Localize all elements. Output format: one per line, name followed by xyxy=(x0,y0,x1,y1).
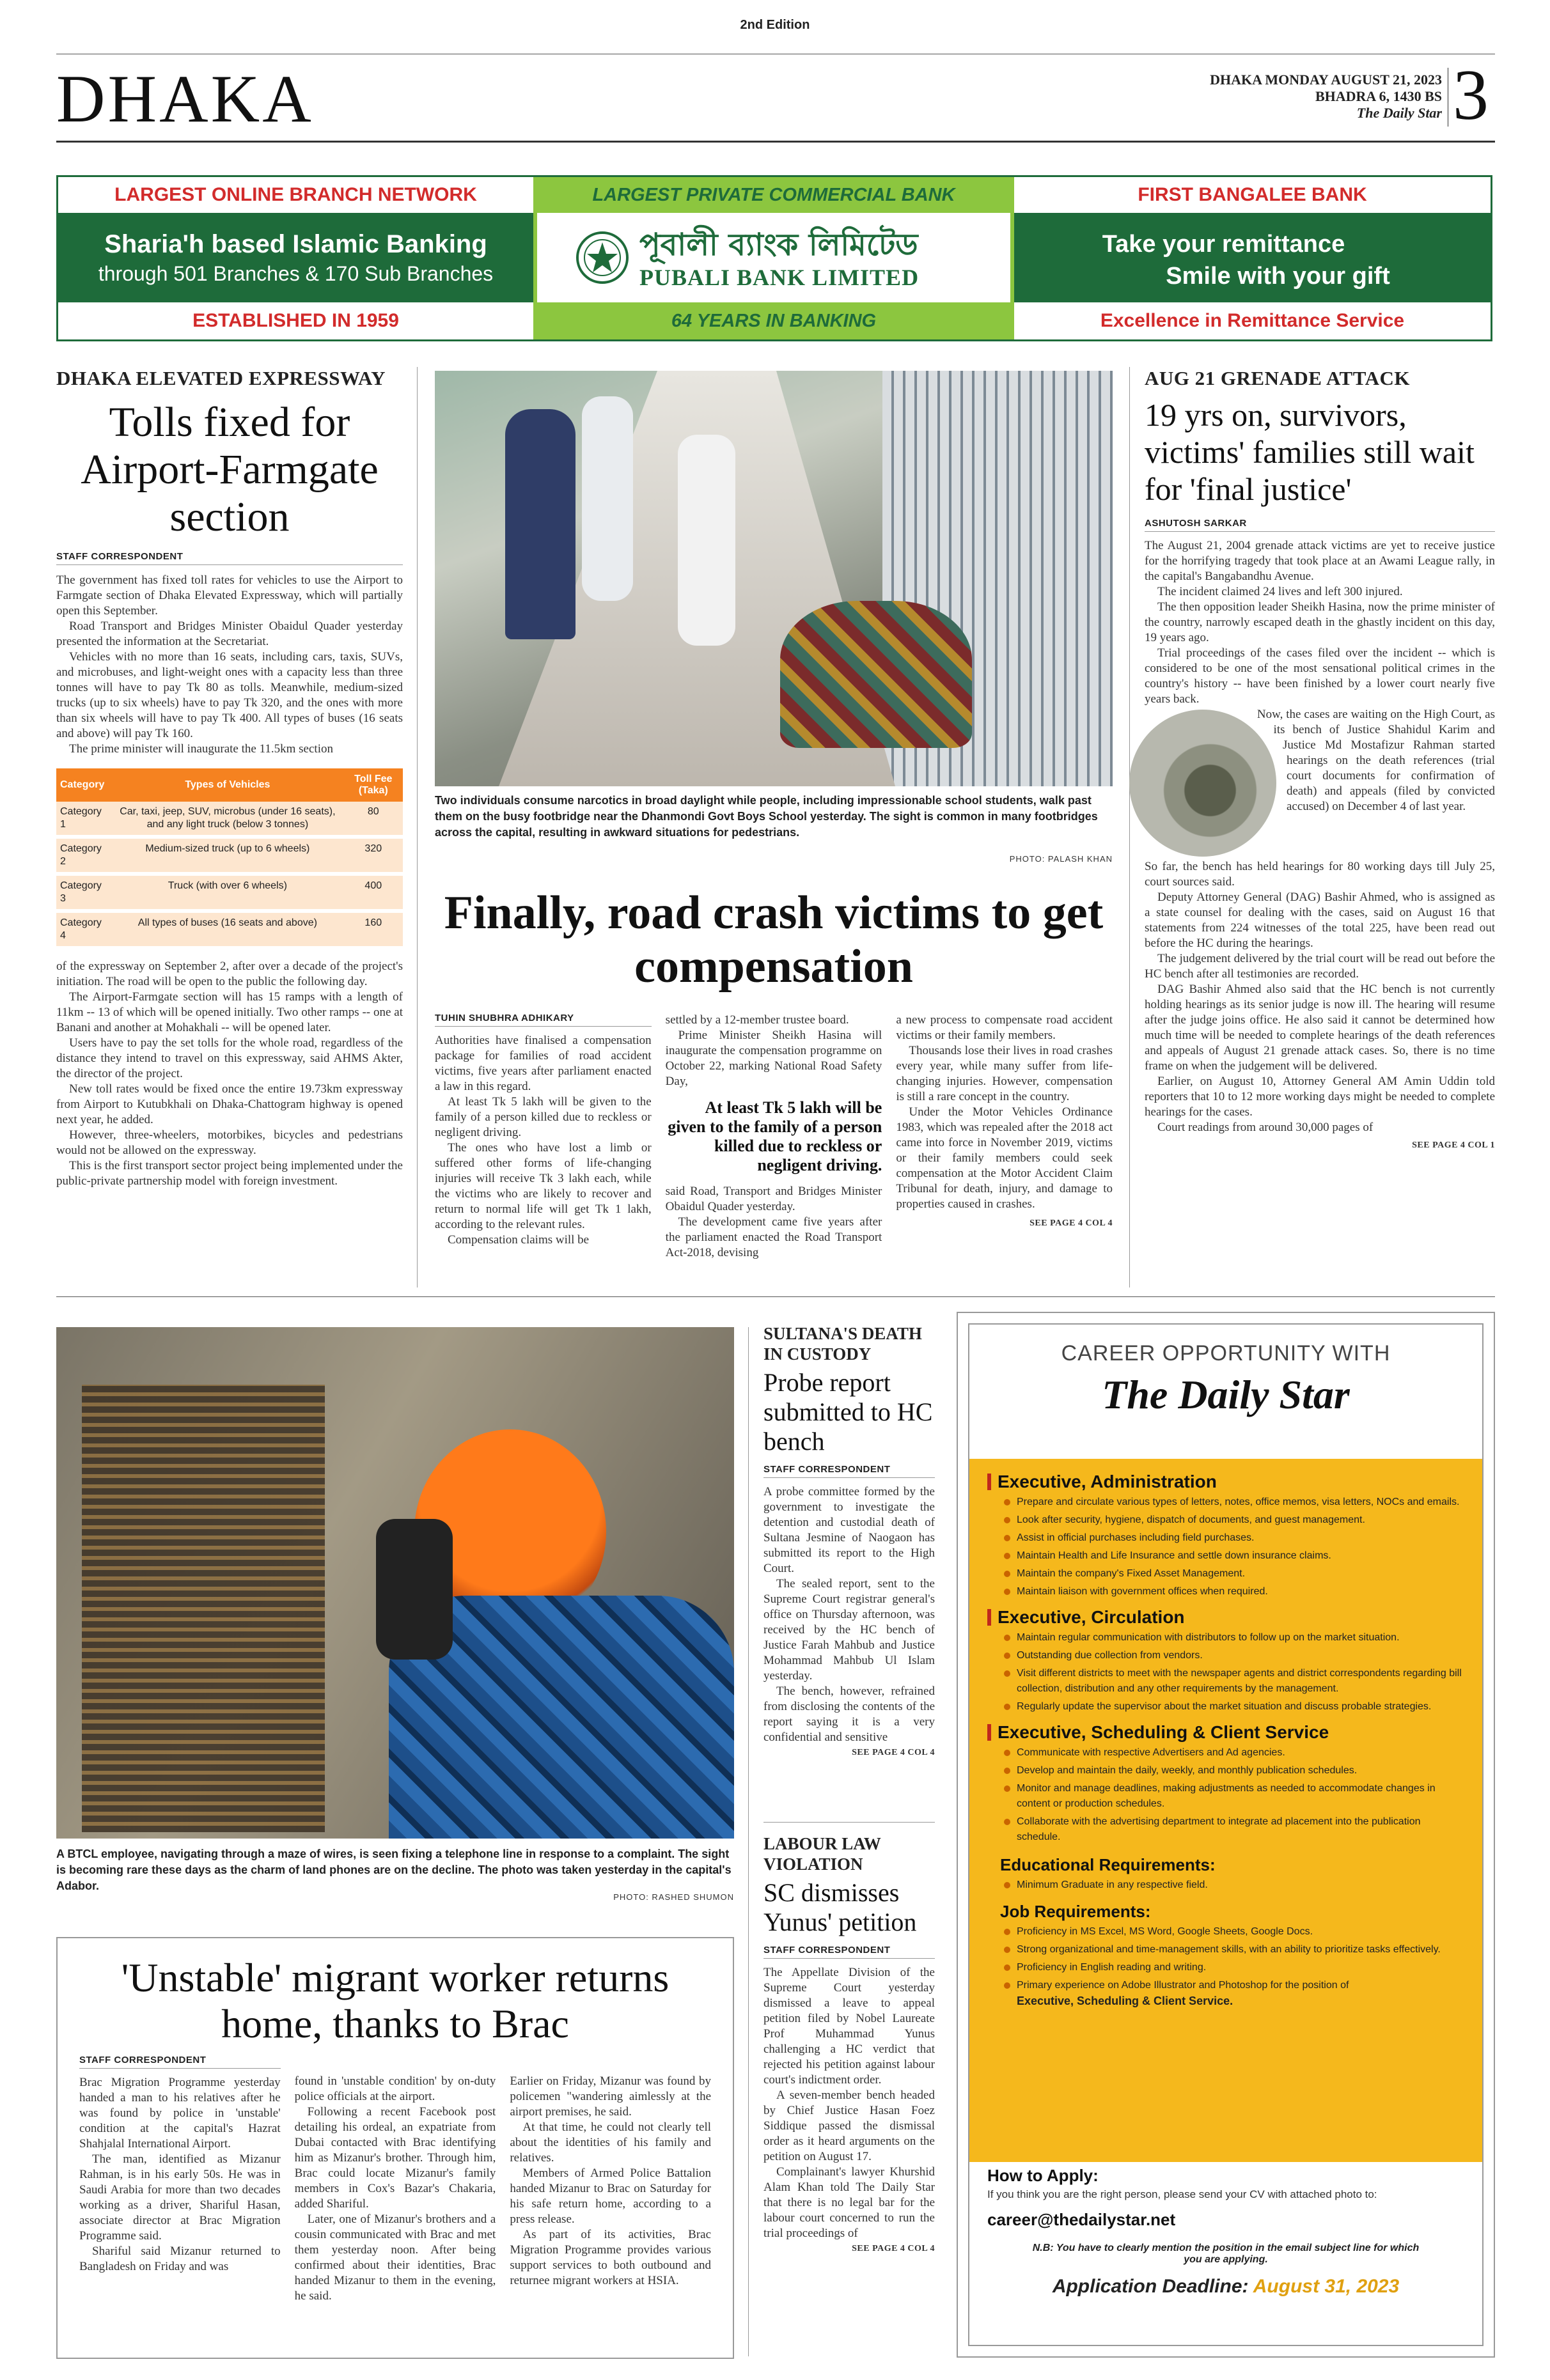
yunus-article: LABOUR LAW VIOLATION SC dismisses Yunus' petition STAFF CORRESPONDENT The Appellate Division of the Supreme Court yesterday dismissed a leave to appeal petition filed by Nobel Laureate Prof Muhammad Yunus challenging a HC verdict that rejected his petition against labour court's indictment order. A seven-member bench headed by Chief Justice Hasan Foez Siddique passed the dismissal order as it heard arguments on the petition on August 17. Complainant's lawyer Khurshid Alam Khan told The Daily Star that there is no legal bar for the labour court concerned to run the trial proceedings of SEE PAGE 4 COL 4 xyxy=(763,1833,935,2257)
toll-col-fee: Toll Fee (Taka) xyxy=(344,768,403,802)
apply-text: If you think you are the right person, please send your CV with attached photo to: xyxy=(987,2188,1377,2200)
sultana-byline: STAFF CORRESPONDENT xyxy=(763,1464,935,1478)
table-row: Category 1 Car, taxi, jeep, SUV, microbus (under 16 seats), and any light truck (below 3 tonnes) 80 xyxy=(56,802,403,837)
ad-bottom-left: ESTABLISHED IN 1959 xyxy=(192,310,399,331)
bank-name-bengali: পূবালী ব্যাংক লিমিটেড xyxy=(639,227,918,263)
career-section-heading: Executive, Circulation xyxy=(987,1607,1464,1628)
yunus-kicker: LABOUR LAW VIOLATION xyxy=(763,1834,881,1874)
bank-logo-icon xyxy=(575,231,629,284)
grenade-byline: ASHUTOSH SARKAR xyxy=(1145,518,1495,532)
sultana-see-page: SEE PAGE 4 COL 4 xyxy=(852,1748,935,1757)
tolls-byline: STAFF CORRESPONDENT xyxy=(56,551,403,565)
compensation-article: TUHIN SHUBHRA ADHIKARY Authorities have finalised a compensation package for families of road accident victims, five years after parliament enacted a law in this regard. At least Tk 5 lakh will be given to the family of a person killed due to reckless or negligent driving. The ones who have lost a limb or suffered other forms of life-changing injuries will receive Tk 3 lakh each, while the victims who are likely to recover and return to normal life will get Tk 1 lakh, according to the relevant rules. Compensation claims will be settled by a 12-member trustee board. Prime Minister Sheikh Hasina will inaugurate the compensation programme on October 22, marking National Road Safety Day, At least Tk 5 lakh will be given to the family of a person killed due to reckless or negligent driving. said Road, Transport and Bridges Minister Obaidul Quader yesterday. The development came five years after the parliament enacted the Road Transport Act-2018, devising a new process to compensate road accident victims or their family members. Thousands lose their lives in road crashes every year, while many suffer from life-changing injuries. However, compensation is still a rare concept in the country. Under the Motor Vehicles Ordinance 1983, which was repealed after the 2018 act came into force in November 2019, victims or their family members could seek compensation at the Motor Accident Claim Tribunal for death, injury, and damage to properties caused in crashes. SEE PAGE 4 COL 4 xyxy=(435,1013,1113,1259)
career-title: CAREER OPPORTUNITY WITH xyxy=(1061,1341,1391,1365)
career-section-heading: Executive, Scheduling & Client Service xyxy=(987,1722,1464,1743)
table-row: Category 2 Medium-sized truck (up to 6 wheels) 320 xyxy=(56,837,403,874)
career-section-heading: Executive, Administration xyxy=(987,1472,1464,1492)
sultana-kicker: SULTANA'S DEATH IN CUSTODY xyxy=(763,1324,922,1364)
ad-logo-panel xyxy=(533,213,1014,302)
ad-bottom-right: Excellence in Remittance Service xyxy=(1100,310,1405,331)
grenade-photo[interactable] xyxy=(1129,710,1276,857)
page-number: 3 xyxy=(1453,56,1489,135)
apply-heading: How to Apply: xyxy=(987,2166,1099,2185)
career-list: Prepare and circulate various types of letters, notes, office memos, visa letters, NOCs and emails. Look after security, hygiene, dispatch of documents, and guest management. Assist in official purchases including field purchases. Maintain Health and Life Insurance and settle down insurance claims. Maintain the company's Fixed Asset Management. Maintain liaison with government offices when required. xyxy=(1003,1495,1464,1599)
job-req-list: Proficiency in MS Excel, MS Word, Google Sheets, Google Docs. Strong organizational and time-management skills, with an ability to prioritize tasks effectively. Proficiency in English reading and writing. Primary experience on Adobe Illustrator and Photoshop for the position of Executive, Scheduling & Client Service. xyxy=(1003,1924,1464,2010)
tolls-body-bottom: of the expressway on September 2, after over a decade of the project's initiation. The road will be open to the public the following day. The Airport-Farmgate section will has 15 ramps with a length of 11km -- 13 of which will be opened initially. Two other ramps -- one at Banani and another at Mohakhali -- will be opened later. Users have to pay the set tolls for the whole road, regardless of the distance they intend to travel on this expressway, said AHMS Akter, the director of the project. New toll rates would be fixed once the entire 19.73km expressway from Airport to Kutubkhali on Dhaka-Chattogram highway is opened next year, he added. However, three-wheelers, motorbikes, bicycles and pedestrians would not be allowed on the expressway. This is the first transport sector project being implemented under the public-private partnership model with foreign investment. xyxy=(56,960,403,1188)
career-ad[interactable] xyxy=(957,1312,1495,2358)
compensation-headline: Finally, road crash victims to get compensation xyxy=(444,887,1104,993)
yunus-byline: STAFF CORRESPONDENT xyxy=(763,1945,935,1959)
career-list: Maintain regular communication with distributors to follow up on the market situation. Outstanding due collection from vendors. Visit different districts to meet with the newspaper agents and district correspondents regarding bill collection, distribution and any other requirements by the management. Regularly update the supervisor about the market situation and discuss probable strategies. xyxy=(1003,1630,1464,1715)
tolls-body-top: The government has fixed toll rates for vehicles to use the Airport to Farmgate section of Dhaka Elevated Expressway, which will partially open this September. Road Transport and Bridges Minister Obaidul Quader yesterday presented the information at the Secretariat. Vehicles with no more than 16 seats, including cars, taxis, SUVs, and microbuses, and light-weight ones with a capacity less than three tonnes will have to pay Tk 80 as tolls. Meanwhile, medium-sized trucks (up to six wheels) have to pay Tk 320, and the ones with more than six wheels will have to pay Tk 400. All types of buses (16 seats and above) will pay Tk 160. The prime minister will inaugurate the 11.5km section xyxy=(56,573,403,756)
ad-bottom-mid: 64 YEARS IN BANKING xyxy=(533,302,1014,339)
yunus-see-page: SEE PAGE 4 COL 4 xyxy=(852,2244,935,2253)
pubali-bank-ad[interactable] xyxy=(56,175,1492,341)
btcl-photo[interactable] xyxy=(56,1327,734,1839)
edition-label: 2nd Edition xyxy=(740,18,810,32)
career-yellow-panel xyxy=(969,1459,1482,2162)
ad-right-copy: Take your remittance Smile with your gift xyxy=(1102,231,1390,290)
ad-top-mid: LARGEST PRIVATE COMMERCIAL BANK xyxy=(533,177,1014,213)
yunus-headline: SC dismisses Yunus' petition xyxy=(763,1878,917,1936)
migrant-byline: STAFF CORRESPONDENT xyxy=(79,2055,281,2069)
migrant-headline: 'Unstable' migrant worker returns home, thanks to Brac xyxy=(121,1955,669,2046)
career-paper-name: The Daily Star xyxy=(1102,1372,1350,1417)
footbridge-credit: PHOTO: PALASH KHAN xyxy=(1009,854,1113,864)
toll-col-category: Category xyxy=(56,768,111,802)
footbridge-photo[interactable] xyxy=(435,371,1113,786)
job-req-heading: Job Requirements: xyxy=(1000,1902,1151,1921)
grenade-article: AUG 21 GRENADE ATTACK 19 yrs on, survivors, victims' families still wait for 'final justice' ASHUTOSH SARKAR The August 21, 2004 grenade attack victims are yet to receive justice for the horrifying tragedy that took place at an Awami League rally, in the capital's Bangabandhu Avenue. The incident claimed 24 lives and left 300 injured. The then opposition leader Sheikh Hasina, now the prime minister of the country, narrowly escaped death in the ghastly incident on this day, 19 years ago. Trial proceedings of the cases filed over the incident -- which is considered to be one of the most sensational political crimes in the country's history -- have been finished by a lower court nearly five years back. Now, the cases are waiting on the High Court, as its bench of Justice Shahidul Karim and Justice Md Mostafizur Rahman started hearings on the death references (trial court documents for confirmation of death) and appeals (filed by convicted accused) on December 4 of last year. So far, the bench has held hearings for 80 working days till July 25, court sources said. Deputy Attorney General (DAG) Bashir Ahmed, who is assigned as a state counsel for dealing with the cases, said on August 16 that statements from 224 witnesses of the total 225, have been read out before the HC during the hearings. The judgement delivered by the trial court will be read out before the HC bench after all testimonies are recorded. DAG Bashir Ahmed also said that the HC bench is not currently holding hearings as its senior judge is now ill. The hearing will resume after the judge joins office. He also said it cannot be determined how much time will be needed to complete hearings of the death references and appeals of August 21 grenade attack cases. So, there is no time frame on when the judgement will be delivered. Earlier, on August 10, Attorney General AM Amin Uddin told reporters that 10 to 12 more working days might be needed to complete hearings for the cases. Court readings from around 30,000 pages of SEE PAGE 4 COL 1 xyxy=(1145,367,1495,1153)
compensation-byline: TUHIN SHUBHRA ADHIKARY xyxy=(435,1013,652,1027)
compensation-pullquote: At least Tk 5 lakh will be given to the family of a person killed due to reckless or negligent driving. xyxy=(668,1098,882,1174)
footbridge-caption: Two individuals consume narcotics in broad daylight while people, including impressionable school students, walk past them on the busy footbridge near the Dhanmondi Govt Boys School yesterday. The sight is common in many footbridges across the capital, resulting in awkward situations for pedestrians. xyxy=(435,794,1098,839)
ad-top-right: FIRST BANGALEE BANK xyxy=(1138,184,1367,205)
education-heading: Educational Requirements: xyxy=(1000,1855,1216,1874)
section-title: DHAKA xyxy=(56,61,314,136)
btcl-credit: PHOTO: RASHED SHUMON xyxy=(613,1892,734,1902)
dateline: DHAKA MONDAY AUGUST 21, 2023 BHADRA 6, 1430 BS The Daily Star xyxy=(1138,72,1442,121)
tolls-kicker: DHAKA ELEVATED EXPRESSWAY xyxy=(56,367,386,389)
education-list: Minimum Graduate in any respective field. xyxy=(1003,1878,1464,1893)
sultana-article: SULTANA'S DEATH IN CUSTODY Probe report submitted to HC bench STAFF CORRESPONDENT A probe committee formed by the government to investigate the detention and custodial death of Sultana Jesmine of Naogaon has submitted its report to the High Court. The sealed report, sent to the Supreme Court registrar general's office on Thursday afternoon, was received by the HC bench of Justice Farah Mahbub and Justice Mohammad Mahbub Ul Islam yesterday. The bench, however, refrained from disclosing the contents of the report saying it is a very confidential and sensitive SEE PAGE 4 COL 4 xyxy=(763,1323,935,1761)
ad-left-copy: Sharia'h based Islamic Banking through 501 Branches & 170 Sub Branches xyxy=(98,230,494,285)
apply-note: N.B: You have to clearly mention the position in the email subject line for which you are applying. xyxy=(1032,2243,1420,2265)
table-row: Category 3 Truck (with over 6 wheels) 400 xyxy=(56,874,403,911)
grenade-kicker: AUG 21 GRENADE ATTACK xyxy=(1145,367,1410,389)
grenade-headline: 19 yrs on, survivors, victims' families still wait for 'final justice' xyxy=(1145,397,1475,507)
grenade-see-page: SEE PAGE 4 COL 1 xyxy=(1412,1140,1495,1150)
toll-table xyxy=(56,768,403,950)
sultana-headline: Probe report submitted to HC bench xyxy=(763,1368,933,1456)
toll-col-type: Types of Vehicles xyxy=(111,768,343,802)
migrant-article: 'Unstable' migrant worker returns home, thanks to Brac STAFF CORRESPONDENT Brac Migration Programme yesterday handed a man to his relatives after he was found by police in 'unstable' condition at the capital's Hazrat Shahjalal International Airport. The man, identified as Mizanur Rahman, is in his early 50s. He was in Saudi Arabia for more than two decades working as a driver, Shariful Hasan, associate director at Brac Migration Programme said. Shariful said Mizanur returned to Bangladesh on Friday and was found in 'unstable condition' by on-duty police officials at the airport. Following a recent Facebook post detailing his ordeal, an expatriate from Dubai contacted with Brac identifying him as Mizanur's brother. Through him, Brac could locate Mizanur's family members in Cox's Bazar's Chakaria, added Shariful. Later, one of Mizanur's brothers and a cousin communicated with Brac and met them yesterday noon. After being confirmed about their identities, Brac handed Mizanur to them in the evening, he said. Earlier on Friday, Mizanur was found by policemen "wandering aimlessly at the airport premises, he said. At that time, he could not clearly tell about the identities of his family and relatives. Members of Armed Police Battalion handed Mizanur to Brac on Saturday for his safe return home, according to a press release. As part of its activities, Brac Migration Programme provides various support services to both outbound and returnee migrant workers at HSIA. xyxy=(56,1937,734,2359)
ad-top-left: LARGEST ONLINE BRANCH NETWORK xyxy=(114,184,477,205)
btcl-caption: A BTCL employee, navigating through a maze of wires, is seen fixing a telephone line in response to a complaint. The sight is becoming rare these days as the charm of land phones are on the decline. The photo was taken yesterday in the capital's Adabor. xyxy=(56,1847,732,1892)
deadline: Application Deadline: August 31, 2023 xyxy=(1052,2276,1400,2297)
tolls-article xyxy=(56,367,403,1189)
bank-name-english: PUBALI BANK LIMITED xyxy=(639,265,920,290)
career-email-link[interactable]: career@thedailystar.net xyxy=(987,2210,1176,2229)
tolls-headline: Tolls fixed for Airport-Farmgate section xyxy=(81,399,379,540)
paper-name-small: The Daily Star xyxy=(1356,105,1442,121)
compensation-see-page: SEE PAGE 4 COL 4 xyxy=(1029,1218,1113,1228)
career-list: Communicate with respective Advertisers and Ad agencies. Develop and maintain the daily, weekly, and monthly publication schedules. Monitor and manage deadlines, making adjustments as needed to accommodate changes in content or production schedules. Collaborate with the advertising department to integrate ad placement into the publication schedule. xyxy=(1003,1745,1464,1845)
table-row: Category 4 All types of buses (16 seats and above) 160 xyxy=(56,911,403,948)
